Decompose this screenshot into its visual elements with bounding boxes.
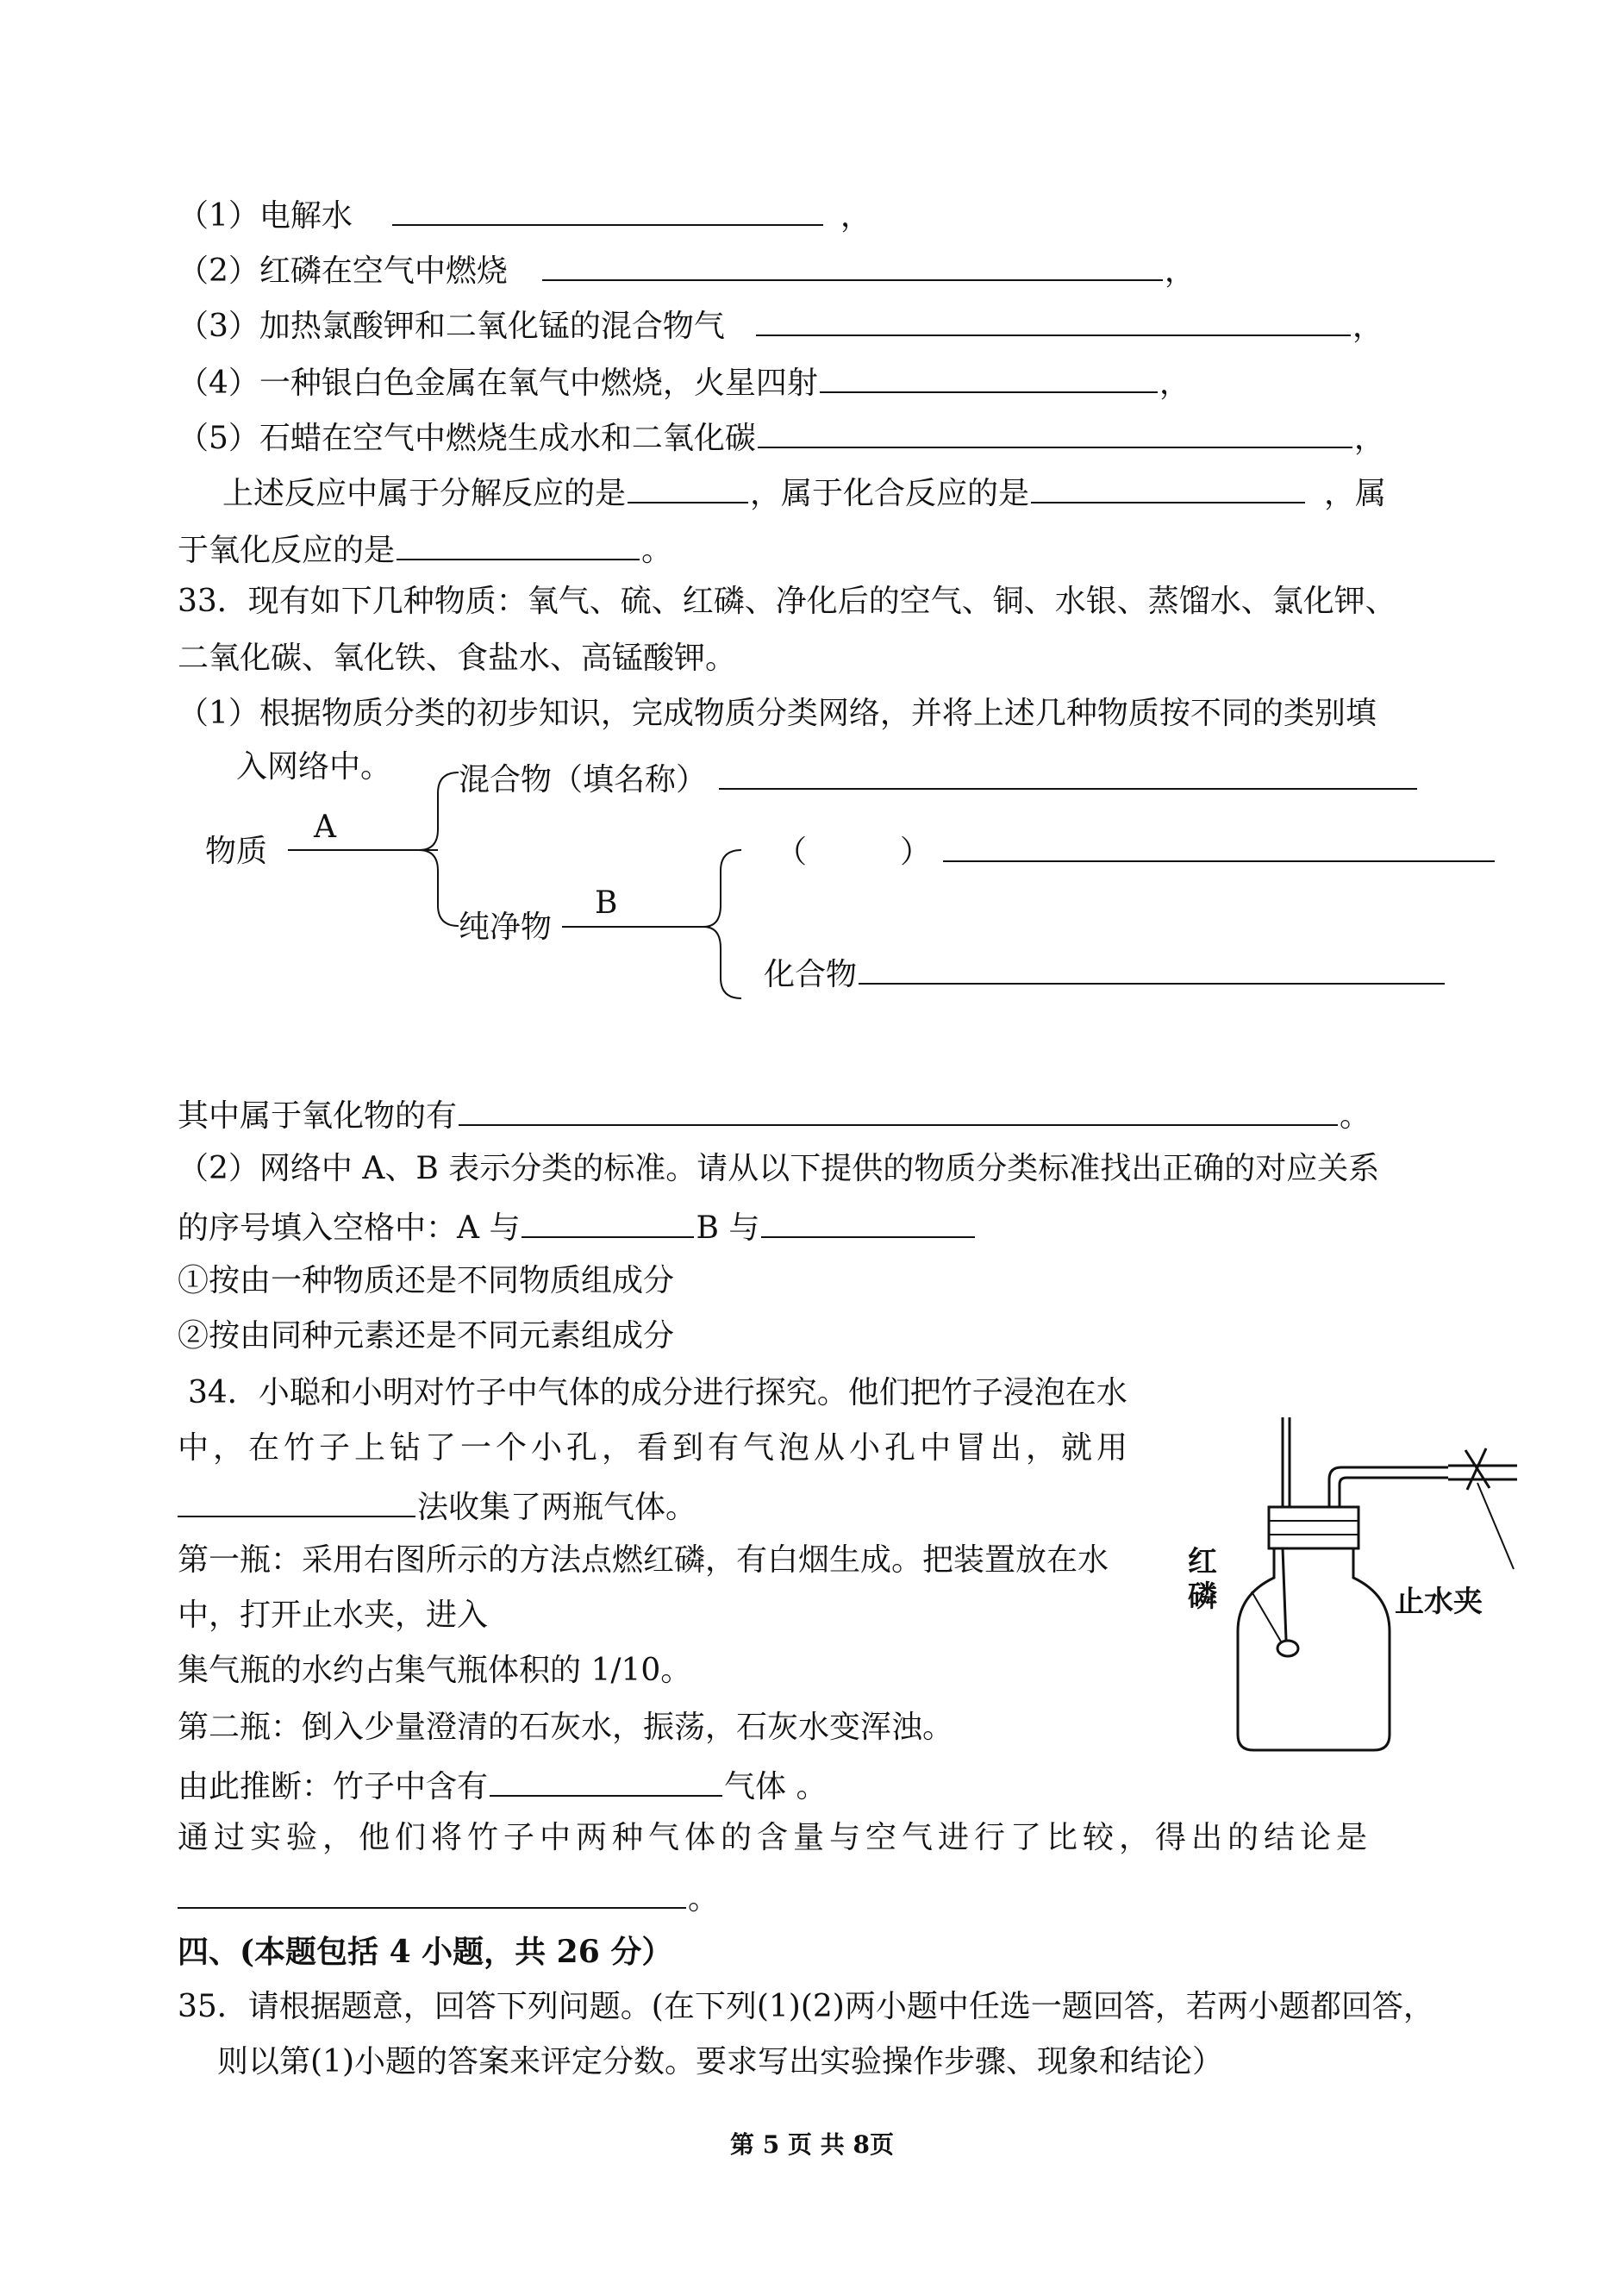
label-water-clamp: 止水夹 [1395, 1585, 1483, 1619]
tree-label-b: B [595, 885, 618, 921]
q32-summary: 上述反应中属于分解反应的是 ，属于化合反应的是 ，属 [222, 471, 1386, 513]
q32-summary-2: 于氧化反应的是 。 [178, 528, 672, 570]
tree-root: 物质 [205, 834, 268, 869]
tree-compound: 化合物 [764, 952, 1446, 994]
q33-stem-1: 33．现有如下几种物质：氧气、硫、红磷、净化后的空气、铜、水银、蒸馏水、氯化钾、 [178, 584, 1396, 619]
q33-option-2: ②按由同种元素还是不同元素组成分 [178, 1318, 675, 1354]
section-4-title: 四、(本题包括 4 小题，共 26 分） [178, 1934, 673, 1970]
q34-line-3: 法收集了两瓶气体。 [178, 1485, 696, 1527]
q34-line-5: 中，打开止水夹，进入 [178, 1598, 489, 1633]
q33-part2-line1: （2）网络中 A、B 表示分类的标准。请从以下提供的物质分类标准找出正确的对应关系 [178, 1151, 1380, 1186]
tree-mixture: 混合物（填名称） [459, 757, 1419, 799]
q33-oxide-line: 其中属于氧化物的有 。 [178, 1093, 1371, 1135]
q33-part1-line2: 入网络中。 [236, 749, 392, 785]
q34-line-9: 通过实验，他们将竹子中两种气体的含量与空气进行了比较，得出的结论是 [178, 1820, 1373, 1855]
q32-item-3: （3）加热氯酸钾和二氧化锰的混合物气 ， [178, 303, 1384, 346]
q34-line-4: 第一瓶：采用右图所示的方法点燃红磷，有白烟生成。把装置放在水 [178, 1542, 1109, 1578]
tree-label-a: A [314, 810, 336, 845]
tree-pure: 纯净物 [459, 910, 553, 945]
q33-stem-2: 二氧化碳、氧化铁、食盐水、高锰酸钾。 [178, 641, 737, 676]
element-class-blank[interactable]: （ ） [776, 835, 932, 870]
q35-line-2: 则以第(1)小题的答案来评定分数。要求写出实验操作步骤、现象和结论） [217, 2044, 1223, 2079]
page-footer: 第 5 页 共 8页 [730, 2130, 894, 2159]
q35-line-1: 35．请根据题意，回答下列问题。(在下列(1)(2)两小题中任选一题回答，若两小题都回答， [178, 1989, 1434, 2024]
q33-option-1: ①按由一种物质还是不同物质组成分 [178, 1263, 675, 1298]
q33-part2-line2: 的序号填入空格中：A 与 B 与 [178, 1205, 977, 1248]
q34-line-6: 集气瓶的水约占集气瓶体积的 1/10。 [178, 1653, 692, 1688]
q34-line-7: 第二瓶：倒入少量澄清的石灰水，振荡，石灰水变浑浊。 [178, 1710, 954, 1745]
q34-line-2: 中，在竹子上钻了一个小孔，看到有气泡从小孔中冒出，就用 [178, 1430, 1133, 1466]
q34-line-10: 。 [178, 1876, 719, 1918]
q34-line-1: 34．小聪和小明对竹子中气体的成分进行探究。他们把竹子浸泡在水 [188, 1375, 1127, 1410]
q34-line-8: 由此推断：竹子中含有 气体 。 [178, 1764, 827, 1806]
q32-item-4: （4）一种银白色金属在氧气中燃烧，火星四射 ， [178, 360, 1190, 403]
label-phosphorus: 红磷 [1188, 1545, 1217, 1614]
q32-item-1-label: （1）电解水 [178, 198, 353, 234]
q33-part1-line1: （1）根据物质分类的初步知识，完成物质分类网络，并将上述几种物质按不同的类别填 [178, 696, 1377, 731]
q32-item-5: （5）石蜡在空气中燃烧生成水和二氧化碳 ， [178, 416, 1385, 458]
q32-item-2: （2）红磷在空气中燃烧 ， [178, 248, 1196, 291]
q32-item-1: （1）电解水 ， [178, 193, 871, 235]
